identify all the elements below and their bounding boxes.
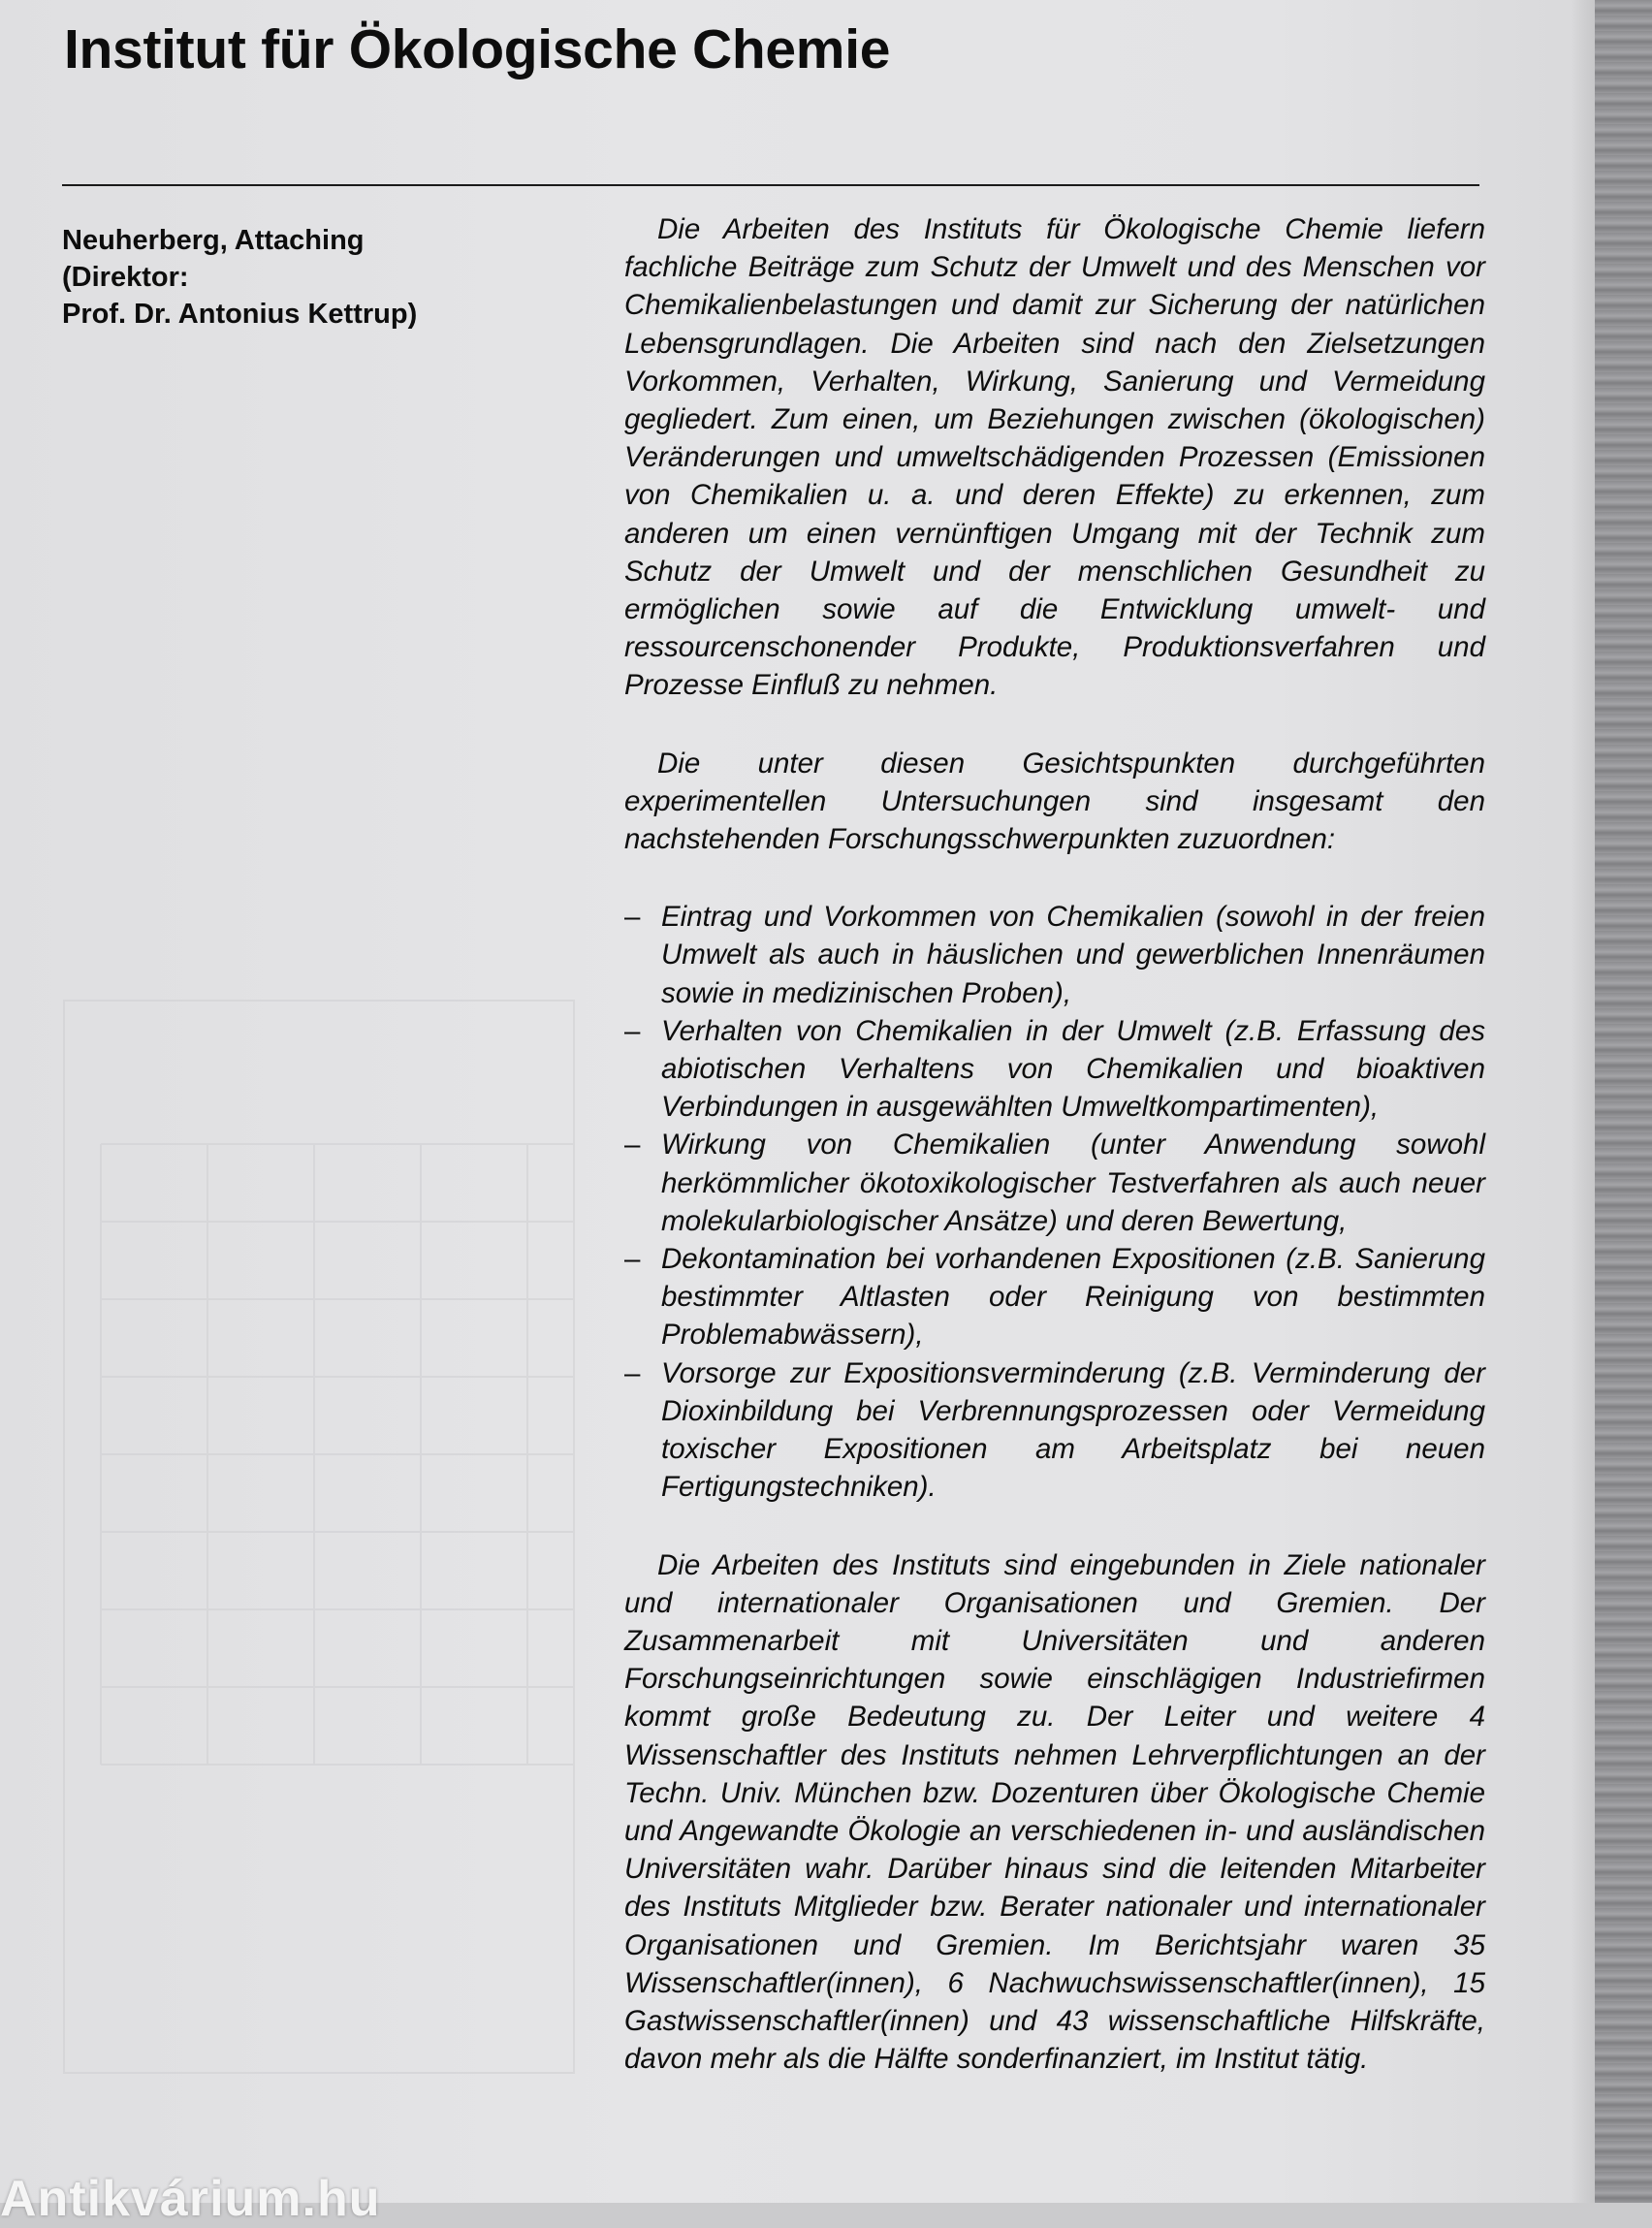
body-text (624, 210, 1485, 2117)
list-item (624, 1012, 1485, 1127)
watermark: Antikvárium.hu (0, 2171, 381, 2227)
focus-intro-paragraph: Die unter diesen Gesichtspunkten durchgeführten experimentellen Untersuchungen sind insgesamt den nachstehenden Forschungsschwerpunkten zuzuordnen: (624, 747, 1485, 856)
list-item (624, 898, 1485, 1012)
page-title: Institut für Ökologische Chemie (64, 18, 891, 80)
list-item-text: Verhalten von Chemikalien in der Umwelt (z.B. Erfassung des abiotischen Verhaltens von Chemikalien und bioaktiven Verbindungen in ausgewählten Umweltkompartimenten), (661, 1014, 1485, 1124)
list-item-text: Dekontamination bei vorhandenen Expositionen (z.B. Sanierung bestimmter Altlasten oder Reinigung von bestimmten Problemabwässern), (661, 1243, 1485, 1352)
list-item (624, 1126, 1485, 1240)
closing-paragraph: Die Arbeiten des Instituts sind eingebunden in Ziele nationaler und internationaler Organisationen und Gremien. Der Zusammenarbeit mit Universitäten und anderen Forschungseinrichtungen sowie einschlägigen Industriefirmen kommt große Bedeutung zu. Der Leiter und weitere 4 Wissenschaftler des Instituts nehmen Lehrverpflichtungen an der Techn. Univ. München bzw. Dozenturen über Ökologische Chemie und Angewandte Ökologie an verschiedenen in- und ausländischen Universitäten wahr. Darüber hinaus sind die leitenden Mitarbeiter des Instituts Mitglieder bzw. Berater nationaler und internationaler Organisationen und Gremien. Im Berichtsjahr waren 35 Wissenschaftler(innen), 6 Nachwuchswissenschaftler(innen), 15 Gastwissenschaftler(innen) und 43 wissenschaftliche Hilfskräfte, davon mehr als die Hälfte sonderfinanziert, im Institut tätig. (624, 1548, 1485, 2076)
dash-bullet: – (624, 1129, 641, 1162)
list-item (624, 1240, 1485, 1354)
title-divider (62, 184, 1479, 186)
list-item-text: Eintrag und Vorkommen von Chemikalien (sowohl in der freien Umwelt als auch in häuslichen und gewerblichen Innenräumen sowie in medizinischen Proben), (661, 901, 1485, 1009)
dash-bullet: – (624, 1014, 641, 1047)
institute-location: Neuherberg, Attaching (62, 225, 365, 256)
dash-bullet: – (624, 1356, 641, 1389)
show-through-grid (62, 999, 576, 2075)
list-item-text: Vorsorge zur Expositionsverminderung (z.B. Verminderung der Dioxinbildung bei Verbrennungsprozessen oder Vermeidung toxischer Expositionen am Arbeitsplatz bei neuen Fertigungstechniken). (661, 1356, 1485, 1504)
dash-bullet: – (624, 1243, 641, 1276)
institute-info (62, 222, 566, 333)
book-binding (1595, 0, 1652, 2203)
director-name: Prof. Dr. Antonius Kettrup) (62, 299, 418, 330)
list-item (624, 1354, 1485, 1507)
dash-bullet: – (624, 901, 641, 934)
list-item-text: Wirkung von Chemikalien (unter Anwendung sowohl herkömmlicher ökotoxikologischer Testverfahren als auch neuer molekularbiologischer Ansätze) und deren Bewertung, (661, 1129, 1485, 1237)
intro-paragraph: Die Arbeiten des Instituts für Ökologische Chemie liefern fachliche Beiträge zum Schutz der Umwelt und des Menschen vor Chemikalienbelastungen und damit zur Sicherung der natürlichen Lebensgrundlagen. Die Arbeiten sind nach den Zielsetzungen Vorkommen, Verhalten, Wirkung, Sanierung und Vermeidung gegliedert. Zum einen, um Beziehungen zwischen (ökologischen) Veränderungen und umweltschädigenden Prozessen (Emissionen von Chemikalien u. a. und deren Effekte) zu erkennen, zum anderen um einen vernünftigen Umgang mit der Technik zum Schutz der Umwelt und der menschlichen Gesundheit zu ermöglichen sowie auf die Entwicklung umwelt- und ressourcenschonender Produkte, Produktionsverfahren und Prozesse Einfluß zu nehmen. (624, 213, 1485, 702)
director-label: (Direktor: (62, 262, 189, 293)
research-focus-list (624, 898, 1485, 1506)
